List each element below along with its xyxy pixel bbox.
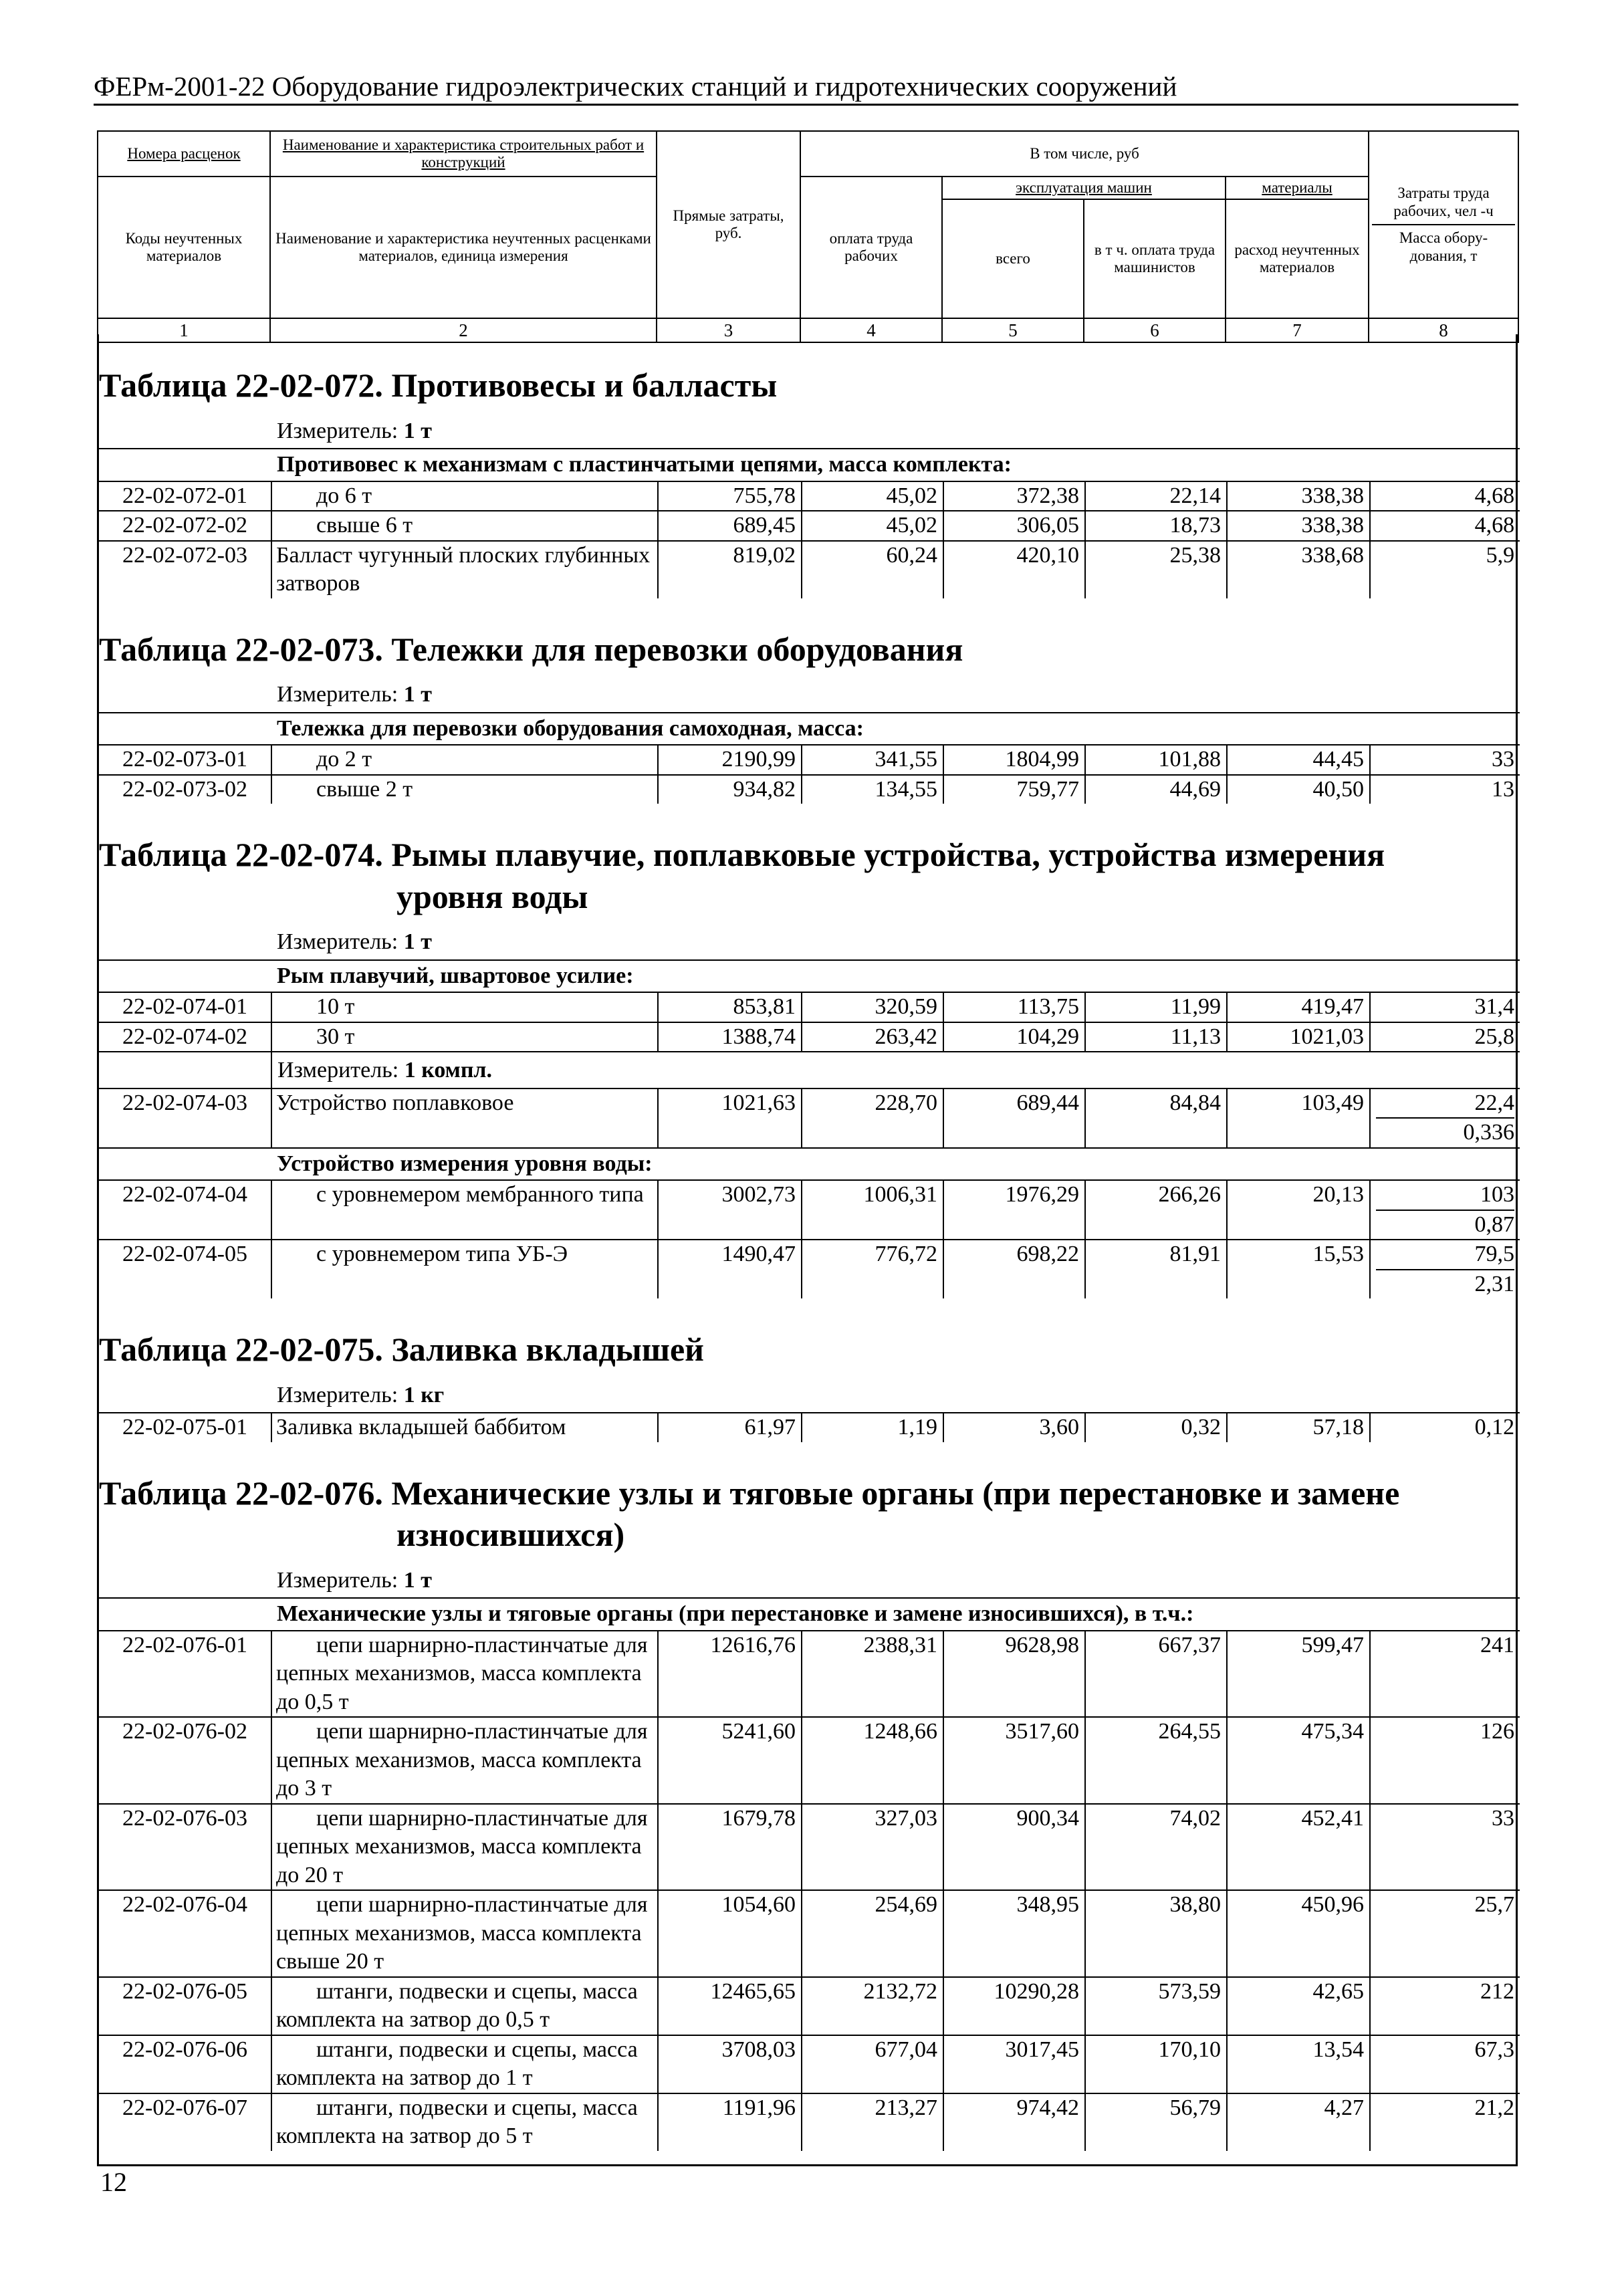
rate-name: цепи шарнирно-пластинчатые для цепных механизмов, масса комплекта до 3 т	[271, 1717, 658, 1804]
table-row	[99, 541, 1520, 598]
rate-c3: 61,97	[658, 1413, 802, 1442]
rate-c6: 667,37	[1085, 1631, 1227, 1718]
section-title	[99, 1298, 1520, 1377]
rate-code: 22-02-074-01	[99, 992, 271, 1022]
rate-c7: 57,18	[1227, 1413, 1370, 1442]
rate-name: штанги, подвески и сцепы, масса комплекта на затвор до 5 т	[271, 2093, 658, 2151]
group-heading: Противовес к механизмам с пластинчатыми цепями, масса комплекта:	[271, 449, 1520, 481]
header-in-that: В том числе, руб	[800, 131, 1369, 177]
page-number: 12	[100, 2167, 127, 2197]
group-spacer	[99, 713, 271, 745]
labor-cost: 25,8	[1474, 1024, 1515, 1049]
rate-c4: 45,02	[802, 481, 943, 511]
equipment-mass: 0,336	[1376, 1117, 1514, 1147]
rate-table-section	[99, 1298, 1520, 1442]
rate-code: 22-02-072-01	[99, 481, 271, 511]
rate-c6: 101,88	[1085, 745, 1227, 775]
rate-name: Устройство поплавковое	[271, 1088, 658, 1148]
measure-spacer	[99, 1563, 271, 1599]
rate-c8	[1370, 1804, 1520, 1891]
measure-label: Измеритель:	[277, 1382, 398, 1407]
rate-code: 22-02-074-04	[99, 1180, 271, 1240]
rate-c3: 2190,99	[658, 745, 802, 775]
section-title-cont: износившихся)	[396, 1516, 625, 1553]
rate-c5: 900,34	[943, 1804, 1085, 1891]
rate-c8	[1370, 1022, 1520, 1052]
rate-code: 22-02-076-06	[99, 2035, 271, 2093]
rate-c4: 134,55	[802, 775, 943, 804]
rate-c6: 81,91	[1085, 1240, 1227, 1298]
table-row	[99, 775, 1520, 804]
rate-c4: 263,42	[802, 1022, 943, 1052]
measure-spacer	[99, 1052, 271, 1088]
measure-row	[99, 1377, 1520, 1413]
rate-c3: 689,45	[658, 511, 802, 541]
rate-c6: 56,79	[1085, 2093, 1227, 2151]
rate-c5: 1804,99	[943, 745, 1085, 775]
rate-c3: 3708,03	[658, 2035, 802, 2093]
rate-c5: 420,10	[943, 541, 1085, 598]
rate-c8	[1370, 992, 1520, 1022]
rate-c7: 338,38	[1227, 511, 1370, 541]
rate-c5: 3517,60	[943, 1717, 1085, 1804]
rate-code: 22-02-073-01	[99, 745, 271, 775]
rate-c7: 1021,03	[1227, 1022, 1370, 1052]
rate-c7: 20,13	[1227, 1180, 1370, 1240]
labor-mass-fraction	[1376, 1240, 1514, 1298]
table-row	[99, 2093, 1520, 2151]
section-title-text: Таблица 22-02-075. Заливка вкладышей	[99, 1331, 704, 1368]
rate-c3: 12616,76	[658, 1631, 802, 1718]
equipment-mass: 2,31	[1376, 1269, 1514, 1299]
group-heading: Устройство измерения уровня воды:	[271, 1148, 1520, 1181]
section-title-row	[99, 1298, 1520, 1377]
rate-name: свыше 6 т	[271, 511, 658, 541]
labor-cost: 21,2	[1474, 2095, 1515, 2120]
measure-cell	[271, 677, 1520, 713]
labor-cost: 4,68	[1474, 513, 1515, 538]
header-col2-top: Наименование и характеристика строительных работ и конструкций	[270, 131, 657, 177]
rate-c8	[1370, 1890, 1520, 1977]
group-spacer	[99, 449, 271, 481]
rate-name: штанги, подвески и сцепы, масса комплекта на затвор до 1 т	[271, 2035, 658, 2093]
measure-row	[99, 1563, 1520, 1599]
measure-value: 1 компл.	[404, 1058, 493, 1082]
section-title-text: Таблица 22-02-076. Механические узлы и тяговые органы (при перестановке и замене	[99, 1474, 1400, 1512]
rate-code: 22-02-074-05	[99, 1240, 271, 1298]
labor-cost: 25,7	[1474, 1892, 1515, 1917]
rate-code: 22-02-076-04	[99, 1890, 271, 1977]
header-vsego: всего	[942, 199, 1084, 318]
rate-c8	[1370, 1717, 1520, 1804]
rate-c6: 25,38	[1085, 541, 1227, 598]
measure-label: Измеритель:	[277, 929, 398, 954]
measure-value: 1 т	[403, 418, 432, 443]
header-materialy: материалы	[1226, 177, 1369, 199]
rate-c3: 853,81	[658, 992, 802, 1022]
section-title	[99, 334, 1520, 413]
labor-cost: 22,4	[1474, 1090, 1515, 1115]
rate-code: 22-02-076-02	[99, 1717, 271, 1804]
rate-c6: 74,02	[1085, 1804, 1227, 1891]
rate-c4: 1248,66	[802, 1717, 943, 1804]
rate-code: 22-02-074-03	[99, 1088, 271, 1148]
rate-table-section	[99, 804, 1520, 1298]
rate-c4: 320,59	[802, 992, 943, 1022]
rate-name: Балласт чугунный плоских глубинных затворов	[271, 541, 658, 598]
measure-label: Измеритель:	[277, 1058, 399, 1082]
rates-body	[97, 334, 1518, 2166]
rate-c7: 13,54	[1227, 2035, 1370, 2093]
rate-c5: 1976,29	[943, 1180, 1085, 1240]
rate-code: 22-02-073-02	[99, 775, 271, 804]
section-title-row	[99, 1442, 1520, 1563]
rate-code: 22-02-074-02	[99, 1022, 271, 1052]
rate-table-section	[99, 1442, 1520, 2151]
rate-c7: 42,65	[1227, 1977, 1370, 2035]
labor-cost: 103	[1480, 1182, 1515, 1207]
group-measure-row	[99, 1052, 1520, 1088]
section-title	[99, 1442, 1520, 1563]
measure-cell	[271, 924, 1520, 960]
table-row	[99, 511, 1520, 541]
rate-c3: 934,82	[658, 775, 802, 804]
rate-code: 22-02-076-01	[99, 1631, 271, 1718]
header-number-cell: 3	[657, 318, 800, 342]
rate-c3: 12465,65	[658, 1977, 802, 2035]
table-row	[99, 1631, 1520, 1718]
labor-cost: 79,5	[1474, 1242, 1515, 1266]
rate-c4: 228,70	[802, 1088, 943, 1148]
header-col1-bottom: Коды неучтенных материалов	[98, 177, 270, 318]
section-title-cont: уровня воды	[396, 877, 588, 915]
rate-c6: 170,10	[1085, 2035, 1227, 2093]
measure-spacer	[99, 924, 271, 960]
measure-row	[99, 413, 1520, 449]
table-row	[99, 1804, 1520, 1891]
measure-cell	[271, 413, 1520, 449]
group-heading-row	[99, 449, 1520, 481]
rate-c4: 1006,31	[802, 1180, 943, 1240]
rate-c7: 475,34	[1227, 1717, 1370, 1804]
rate-c8	[1370, 745, 1520, 775]
rate-c4: 677,04	[802, 2035, 943, 2093]
rate-c4: 45,02	[802, 511, 943, 541]
table-row	[99, 745, 1520, 775]
header-vtch: в т ч. оплата труда машинистов	[1084, 199, 1226, 318]
table-row	[99, 1413, 1520, 1442]
rate-c8	[1370, 1631, 1520, 1718]
measure-value: 1 т	[403, 1567, 432, 1593]
section-title	[99, 804, 1520, 924]
header-number-cell: 8	[1369, 318, 1518, 342]
rate-c6: 264,55	[1085, 1717, 1227, 1804]
rate-c5: 104,29	[943, 1022, 1085, 1052]
measure-value: 1 т	[403, 929, 432, 954]
rate-c4: 341,55	[802, 745, 943, 775]
rate-code: 22-02-072-02	[99, 511, 271, 541]
rate-c8	[1370, 1088, 1520, 1148]
labor-cost: 241	[1480, 1632, 1515, 1657]
group-heading-row	[99, 960, 1520, 993]
group-heading: Механические узлы и тяговые органы (при перестановке и замене износившихся), в т.ч.:	[271, 1598, 1520, 1631]
rate-c3: 1388,74	[658, 1022, 802, 1052]
rate-name: с уровнемером мембранного типа	[271, 1180, 658, 1240]
labor-cost: 33	[1492, 1805, 1515, 1831]
rate-c4: 1,19	[802, 1413, 943, 1442]
equipment-mass: 0,87	[1376, 1210, 1514, 1240]
rate-c6: 44,69	[1085, 775, 1227, 804]
rate-c7: 40,50	[1227, 775, 1370, 804]
rate-c7: 338,68	[1227, 541, 1370, 598]
measure-row	[99, 677, 1520, 713]
measure-value: 1 т	[403, 682, 432, 707]
measure-label: Измеритель:	[277, 1567, 398, 1593]
group-spacer	[99, 1598, 271, 1631]
rate-table-section	[99, 598, 1520, 804]
measure-value: 1 кг	[403, 1382, 445, 1407]
rate-code: 22-02-076-07	[99, 2093, 271, 2151]
rate-c8	[1370, 1240, 1520, 1298]
measure-label: Измеритель:	[277, 418, 398, 443]
header-col3: Прямые затраты, руб.	[657, 131, 800, 318]
header-number-cell: 4	[800, 318, 942, 342]
table-row	[99, 2035, 1520, 2093]
rate-name: цепи шарнирно-пластинчатые для цепных механизмов, масса комплекта свыше 20 т	[271, 1890, 658, 1977]
header-col2-bottom: Наименование и характеристика неучтенных расценками материалов, единица измерения	[270, 177, 657, 318]
rate-c8	[1370, 481, 1520, 511]
rate-name: 30 т	[271, 1022, 658, 1052]
rate-c8	[1370, 775, 1520, 804]
header-number-cell: 1	[98, 318, 270, 342]
section-title-text: Таблица 22-02-074. Рымы плавучие, поплавковые устройства, устройства измерения	[99, 836, 1385, 873]
rate-c5: 3,60	[943, 1413, 1085, 1442]
rate-c7: 4,27	[1227, 2093, 1370, 2151]
rate-c5: 372,38	[943, 481, 1085, 511]
rate-c6: 22,14	[1085, 481, 1227, 511]
header-oplata: оплата труда рабочих	[800, 177, 942, 318]
measure-cell	[271, 1377, 1520, 1413]
running-header: ФЕРм-2001-22 Оборудование гидроэлектрических станций и гидротехнических сооружений	[94, 70, 1518, 106]
header-ekspl: эксплуатация машин	[942, 177, 1226, 199]
rate-name: цепи шарнирно-пластинчатые для цепных механизмов, масса комплекта до 0,5 т	[271, 1631, 658, 1718]
rate-table-section	[99, 334, 1520, 598]
rate-c4: 2132,72	[802, 1977, 943, 2035]
rate-c5: 306,05	[943, 511, 1085, 541]
rate-name: до 6 т	[271, 481, 658, 511]
group-spacer	[99, 1148, 271, 1181]
rate-code: 22-02-076-05	[99, 1977, 271, 2035]
rate-c4: 213,27	[802, 2093, 943, 2151]
rate-name: 10 т	[271, 992, 658, 1022]
measure-label: Измеритель:	[277, 682, 398, 707]
measure-spacer	[99, 1377, 271, 1413]
rate-c4: 327,03	[802, 1804, 943, 1891]
rate-c7: 599,47	[1227, 1631, 1370, 1718]
header-col1-top: Номера расценок	[98, 131, 270, 177]
rate-c6: 38,80	[1085, 1890, 1227, 1977]
rate-c3: 1490,47	[658, 1240, 802, 1298]
labor-cost: 4,68	[1474, 483, 1515, 508]
labor-cost: 212	[1480, 1978, 1515, 2004]
labor-cost: 31,4	[1474, 994, 1515, 1019]
rate-c5: 698,22	[943, 1240, 1085, 1298]
table-row	[99, 992, 1520, 1022]
rate-c8	[1370, 1977, 1520, 2035]
labor-cost: 33	[1492, 747, 1515, 772]
measure-cell	[271, 1052, 1520, 1088]
rate-c7: 103,49	[1227, 1088, 1370, 1148]
header-massa: Масса обору-дования, т	[1399, 229, 1488, 264]
header-rashod: расход неучтенных материалов	[1226, 199, 1369, 318]
rate-c6: 266,26	[1085, 1180, 1227, 1240]
rate-c6: 573,59	[1085, 1977, 1227, 2035]
labor-mass-fraction	[1376, 1089, 1514, 1147]
table-row	[99, 1890, 1520, 1977]
section-title-text: Таблица 22-02-072. Противовесы и балласты	[99, 366, 778, 404]
section-title	[99, 598, 1520, 677]
rate-c5: 689,44	[943, 1088, 1085, 1148]
rate-c5: 974,42	[943, 2093, 1085, 2151]
table-row	[99, 1022, 1520, 1052]
labor-cost: 67,3	[1474, 2037, 1515, 2062]
rate-name: свыше 2 т	[271, 775, 658, 804]
header-number-cell: 5	[942, 318, 1084, 342]
rate-c5: 3017,45	[943, 2035, 1085, 2093]
header-number-cell: 2	[270, 318, 657, 342]
group-heading-row	[99, 713, 1520, 745]
table-row	[99, 1717, 1520, 1804]
rate-name: штанги, подвески и сцепы, масса комплекта на затвор до 0,5 т	[271, 1977, 658, 2035]
rate-name: с уровнемером типа УБ-Э	[271, 1240, 658, 1298]
column-header-table	[97, 130, 1519, 343]
rate-c8	[1370, 2093, 1520, 2151]
measure-row	[99, 924, 1520, 960]
rate-c8	[1370, 1413, 1520, 1442]
rate-c4: 2388,31	[802, 1631, 943, 1718]
rate-c7: 419,47	[1227, 992, 1370, 1022]
section-title-text: Таблица 22-02-073. Тележки для перевозки оборудования	[99, 630, 963, 668]
header-number-cell: 7	[1226, 318, 1369, 342]
labor-mass-fraction	[1376, 1181, 1514, 1239]
rate-c6: 11,99	[1085, 992, 1227, 1022]
rate-c3: 1679,78	[658, 1804, 802, 1891]
rate-name: Заливка вкладышей баббитом	[271, 1413, 658, 1442]
rate-c5: 113,75	[943, 992, 1085, 1022]
rate-c3: 755,78	[658, 481, 802, 511]
rate-c6: 0,32	[1085, 1413, 1227, 1442]
rate-c5: 348,95	[943, 1890, 1085, 1977]
rate-c7: 15,53	[1227, 1240, 1370, 1298]
table-row	[99, 1240, 1520, 1298]
rate-c4: 60,24	[802, 541, 943, 598]
labor-cost: 13	[1492, 776, 1515, 802]
rate-c3: 1021,63	[658, 1088, 802, 1148]
measure-spacer	[99, 413, 271, 449]
group-spacer	[99, 960, 271, 993]
rate-code: 22-02-075-01	[99, 1413, 271, 1442]
rate-c3: 5241,60	[658, 1717, 802, 1804]
rate-c5: 9628,98	[943, 1631, 1085, 1718]
table-row	[99, 481, 1520, 511]
header-number-cell: 6	[1084, 318, 1226, 342]
section-title-row	[99, 334, 1520, 413]
rate-c6: 18,73	[1085, 511, 1227, 541]
rate-c3: 1191,96	[658, 2093, 802, 2151]
measure-spacer	[99, 677, 271, 713]
rate-c6: 11,13	[1085, 1022, 1227, 1052]
labor-cost: 0,12	[1474, 1415, 1515, 1440]
section-title-row	[99, 598, 1520, 677]
table-row	[99, 1088, 1520, 1148]
rate-code: 22-02-072-03	[99, 541, 271, 598]
rate-c7: 450,96	[1227, 1890, 1370, 1977]
rate-c8	[1370, 541, 1520, 598]
rate-c3: 3002,73	[658, 1180, 802, 1240]
rate-c5: 10290,28	[943, 1977, 1085, 2035]
group-heading-row	[99, 1148, 1520, 1181]
rate-c4: 776,72	[802, 1240, 943, 1298]
rate-name: цепи шарнирно-пластинчатые для цепных механизмов, масса комплекта до 20 т	[271, 1804, 658, 1891]
rate-c3: 819,02	[658, 541, 802, 598]
rate-c8	[1370, 1180, 1520, 1240]
section-title-row	[99, 804, 1520, 924]
table-row	[99, 1180, 1520, 1240]
group-heading: Тележка для перевозки оборудования самоходная, масса:	[271, 713, 1520, 745]
rate-c7: 452,41	[1227, 1804, 1370, 1891]
header-col8	[1369, 131, 1518, 318]
rate-c5: 759,77	[943, 775, 1085, 804]
labor-cost: 5,9	[1486, 542, 1515, 568]
rate-c8	[1370, 511, 1520, 541]
rate-c4: 254,69	[802, 1890, 943, 1977]
header-zatraty: Затраты труда рабочих, чел -ч	[1372, 185, 1515, 225]
rate-c8	[1370, 2035, 1520, 2093]
rate-code: 22-02-076-03	[99, 1804, 271, 1891]
rate-c3: 1054,60	[658, 1890, 802, 1977]
rate-name: до 2 т	[271, 745, 658, 775]
labor-cost: 126	[1480, 1719, 1515, 1744]
rate-c7: 44,45	[1227, 745, 1370, 775]
table-row	[99, 1977, 1520, 2035]
group-heading-row	[99, 1598, 1520, 1631]
measure-cell	[271, 1563, 1520, 1599]
group-heading: Рым плавучий, швартовое усилие:	[271, 960, 1520, 993]
rate-c7: 338,38	[1227, 481, 1370, 511]
rate-c6: 84,84	[1085, 1088, 1227, 1148]
